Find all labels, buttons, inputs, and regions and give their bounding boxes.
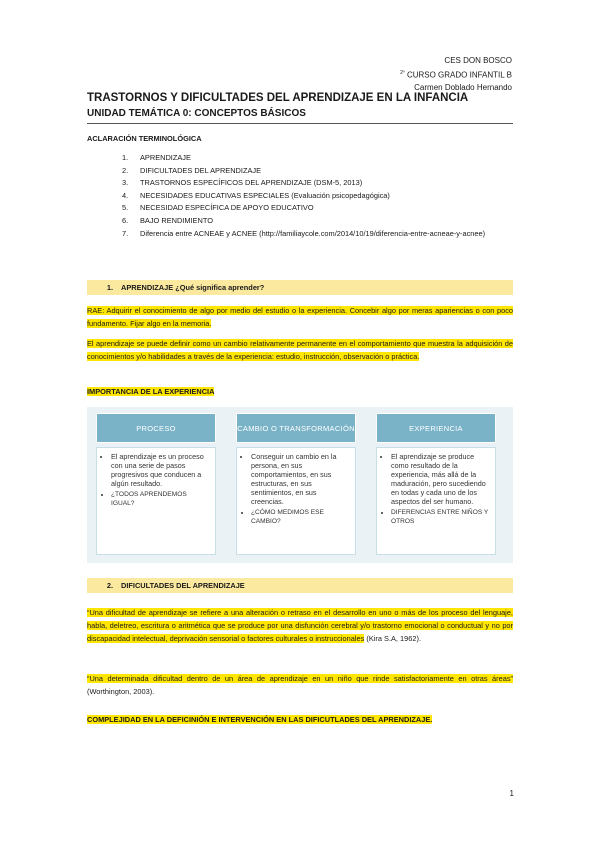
term-text: NECESIDAD ESPECÍFICA DE APOYO EDUCATIVO bbox=[140, 203, 314, 213]
card-cambio-item: • Conseguir un cambio en la persona, en sus comportamientos, en sus estructuras, en sus sentimientos, en sus creencias. bbox=[251, 452, 349, 506]
section-2-label: DIFICULTADES DEL APRENDIZAJE bbox=[121, 581, 245, 590]
term-text: DIFICULTADES DEL APRENDIZAJE bbox=[140, 165, 262, 175]
card-experiencia-item: • El aprendizaje se produce como resultado de la experiencia, más allá de la maduración, pero sucediendo en todas y cada uno de los aspectos del ser humano. bbox=[391, 452, 489, 506]
card-cambio bbox=[236, 413, 356, 558]
course-name bbox=[400, 67, 512, 82]
section-aclaracion: ACLARACIÓN TERMINOLÓGICA bbox=[87, 134, 202, 143]
complejidad-text: COMPLEJIDAD EN LA DEFICINIÓN E INTERVENCIÓN EN LAS DIFICUTLADES DEL APRENDIZAJE. bbox=[87, 715, 433, 724]
rae-definition bbox=[87, 304, 513, 330]
aprendizaje-def-text: El aprendizaje se puede definir como un cambio relativamente permanente en el comportamiento que muestra la adquisición de conocimientos y/o habilidades a través de la experiencia: estudio, instrucción, observación o práctica. bbox=[87, 339, 513, 361]
importancia-text: IMPORTANCIA DE LA EXPERIENCIA bbox=[87, 387, 215, 396]
importancia-heading bbox=[87, 387, 214, 396]
term-number: 4. bbox=[122, 190, 129, 200]
term-number: 3. bbox=[122, 178, 129, 188]
term-number: 5. bbox=[122, 203, 129, 213]
term-number: 6. bbox=[122, 215, 129, 225]
aprendizaje-definition bbox=[87, 337, 513, 363]
kirk-quote: “Una dificultad de aprendizaje se refiere a una alteración o retraso en el desarrollo en uno o más de los proceso del lenguaje, habla, deletreo, escritura o aritmética que se produce por una disfunción cerebral y/o trastorno emocional o conductual y no por discapacidad intelectual, deprivación sensorial o factores culturales o instruccionales bbox=[87, 608, 513, 643]
page-number: 1 bbox=[509, 789, 514, 798]
term-item bbox=[122, 215, 502, 228]
worthington-reference: (Worthington, 2003). bbox=[87, 687, 155, 696]
course-superscript: 2º bbox=[400, 70, 405, 76]
document-title: TRASTORNOS Y DIFICULTADES DEL APRENDIZAJE EN LA INFANCIA bbox=[87, 92, 469, 104]
term-text: BAJO RENDIMIENTO bbox=[140, 215, 213, 225]
term-number: 1. bbox=[122, 153, 129, 162]
card-experiencia-body bbox=[376, 447, 496, 555]
card-proceso-item: • ¿TODOS APRENDEMOS IGUAL? bbox=[111, 490, 209, 508]
term-number: 7. bbox=[122, 228, 129, 238]
kirk-reference: (Kira S.A, 1962). bbox=[364, 634, 421, 643]
terms-list bbox=[122, 152, 502, 240]
card-cambio-item: • ¿CÓMO MEDIMOS ESE CAMBIO? bbox=[251, 508, 349, 526]
card-experiencia-item: • DIFERENCIAS ENTRE NIÑOS Y OTROS bbox=[391, 508, 489, 526]
experience-diagram bbox=[87, 407, 513, 563]
complejidad-heading bbox=[87, 715, 432, 724]
card-proceso-body bbox=[96, 447, 216, 555]
header-block bbox=[400, 55, 512, 94]
worthington-quote-block bbox=[87, 672, 513, 698]
term-text: NECESIDADES EDUCATIVAS ESPECIALES (Evaluación psicopedagógica) bbox=[140, 190, 390, 200]
card-proceso-item: • El aprendizaje es un proceso con una serie de pasos progresivos que conducen a algún resultado. bbox=[111, 452, 209, 488]
term-text: Diferencia entre ACNEAE y ACNEE (http://familiaycole.com/2014/10/19/diferencia-entre-acneae-y-acnee) bbox=[140, 228, 486, 238]
card-cambio-title: CAMBIO O TRANSFORMACIÓN bbox=[236, 413, 356, 443]
title-divider bbox=[87, 123, 513, 124]
card-experiencia bbox=[376, 413, 496, 558]
section-1-bar bbox=[87, 280, 513, 295]
rae-text: RAE: Adquirir el conocimiento de algo por medio del estudio o la experiencia. Concebir algo por meras apariencias o con poco fundamento. Fijar algo en la memoria. bbox=[87, 306, 513, 328]
course-text: CURSO GRADO INFANTIL B bbox=[404, 70, 512, 80]
term-item bbox=[122, 152, 502, 165]
term-number: 2. bbox=[122, 165, 129, 175]
term-item bbox=[122, 202, 502, 215]
term-text: TRASTORNOS ESPECÍFICOS DEL APRENDIZAJE (DSM-5, 2013) bbox=[140, 178, 363, 188]
card-proceso-title: PROCESO bbox=[96, 413, 216, 443]
card-proceso bbox=[96, 413, 216, 558]
term-item bbox=[122, 177, 502, 190]
school-name: CES DON BOSCO bbox=[444, 56, 512, 65]
section-1-label: APRENDIZAJE ¿Qué significa aprender? bbox=[121, 283, 265, 292]
kirk-quote-block bbox=[87, 606, 513, 645]
term-item bbox=[122, 190, 502, 203]
term-item bbox=[122, 228, 502, 241]
document-subtitle: UNIDAD TEMÁTICA 0: CONCEPTOS BÁSICOS bbox=[87, 108, 306, 119]
section-2-number: 2. bbox=[106, 581, 113, 590]
section-2-bar bbox=[87, 578, 513, 593]
worthington-quote: “Una determinada dificultad dentro de un área de aprendizaje en un niño que rinde satisfactoriamente en otras áreas” bbox=[87, 674, 513, 683]
term-text: APRENDIZAJE bbox=[140, 153, 191, 162]
section-1-number: 1. bbox=[106, 283, 113, 292]
card-experiencia-title: EXPERIENCIA bbox=[376, 413, 496, 443]
term-item bbox=[122, 165, 502, 178]
card-cambio-body bbox=[236, 447, 356, 555]
author-name: Carmen Doblado Hernando bbox=[414, 82, 512, 92]
